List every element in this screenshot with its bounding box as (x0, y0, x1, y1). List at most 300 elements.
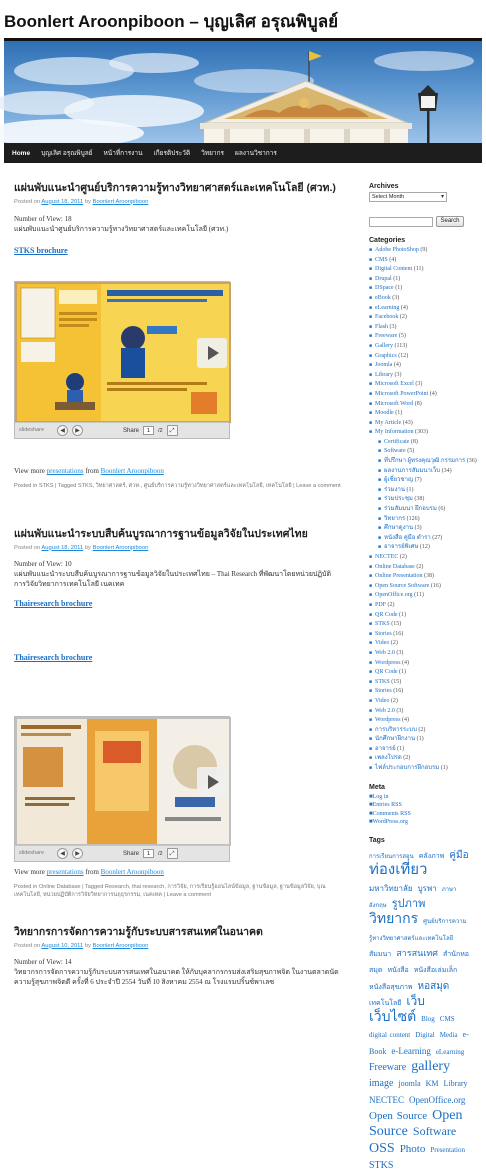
category-label[interactable]: เพลงโปรด (375, 755, 402, 762)
tag-link[interactable]: รูปภาพ (391, 897, 426, 910)
category-label[interactable]: การบริหารระบบ (375, 726, 417, 733)
post-date-link[interactable]: August 10, 2011 (41, 942, 84, 949)
post-meta (14, 545, 342, 551)
bullet-icon: ■ (369, 631, 373, 637)
category-item[interactable] (369, 256, 481, 266)
tag-link[interactable]: Software (412, 1124, 457, 1139)
category-item[interactable] (369, 553, 481, 563)
sidebar (369, 183, 481, 1172)
header-image (4, 41, 482, 143)
view-count: Number of View: 14 (14, 957, 72, 966)
category-count: (4) (389, 256, 397, 263)
bullet-icon: ■ (369, 593, 373, 599)
category-label[interactable]: Online Database (375, 563, 415, 570)
category-item[interactable] (369, 515, 481, 525)
category-label[interactable]: Stories (375, 688, 392, 695)
slide-page-input[interactable]: 1 (143, 426, 154, 435)
category-count: (4) (402, 717, 410, 724)
author-link[interactable]: Boonlert Aroonpiboon (100, 868, 164, 876)
tag-link[interactable]: เว็บไซต์ (369, 1010, 417, 1026)
category-item[interactable] (369, 745, 481, 755)
category-label[interactable]: My Article (375, 419, 402, 426)
bullet-icon: ■ (378, 507, 382, 513)
category-label[interactable]: CMS (375, 256, 388, 263)
category-label[interactable]: Online Presentation (375, 573, 423, 580)
category-item[interactable] (369, 313, 481, 323)
bullet-icon: ■ (369, 766, 373, 772)
category-count: (1) (406, 486, 414, 493)
bullet-icon: ■ (378, 497, 382, 503)
category-label[interactable]: Open Source Software (375, 582, 430, 589)
category-label[interactable]: Microsoft Excel (375, 381, 414, 388)
search-button[interactable]: Search (436, 216, 464, 227)
tag-link[interactable]: STKS (369, 1159, 394, 1171)
category-label[interactable]: ที่ปรึกษา ผู้ทรงคุณวุฒิ กรรมการ (384, 458, 466, 465)
presentations-link[interactable]: presentations (46, 467, 84, 475)
bullet-icon: ■ (369, 420, 373, 426)
category-item[interactable] (369, 400, 481, 410)
bullet-icon: ■ (378, 487, 382, 493)
category-count: (8) (414, 400, 422, 407)
bullet-icon: ■ (369, 391, 373, 397)
category-count: (1) (395, 410, 403, 417)
tag-cloud (369, 846, 469, 1172)
meta-prefix: Posted on (14, 198, 41, 205)
category-label[interactable]: Web 2.0 (375, 707, 395, 714)
category-label[interactable]: Microsoft Word (375, 400, 414, 407)
post-footer-block (14, 466, 342, 490)
header-building-illustration (4, 41, 482, 143)
nav-profile[interactable]: บุญเลิศ อรุณพิบูลย์ (41, 150, 93, 157)
nav-home[interactable]: Home (12, 149, 31, 157)
category-item[interactable] (369, 649, 481, 659)
category-label[interactable]: Freeware (375, 333, 398, 340)
tag-link[interactable]: image (369, 1078, 394, 1090)
category-item[interactable] (369, 409, 481, 419)
bullet-icon: ■ (378, 535, 382, 541)
slideshare-controls (15, 845, 229, 861)
category-count: (1) (395, 285, 403, 292)
category-label[interactable]: Flash (375, 323, 389, 330)
category-label[interactable]: Gallery (375, 342, 394, 349)
meta-link[interactable]: ■Comments RSS (369, 810, 411, 817)
category-count: (1) (397, 745, 405, 752)
tag-link[interactable]: คู่มือ (449, 850, 469, 862)
post-title[interactable]: แผ่นพับแนะนำระบบสืบค้นบูรณาการฐานข้อมูลวิจัยในประเทศไทย (14, 528, 308, 540)
view-more-prefix: View more (14, 868, 45, 876)
category-item[interactable] (369, 543, 481, 553)
category-item[interactable] (369, 352, 481, 362)
category-label[interactable]: Wordpress (375, 717, 401, 724)
tag-link[interactable]: หนังสือเล่มเล็ก (413, 966, 458, 975)
category-count: (3) (396, 649, 404, 656)
category-label[interactable]: อาจารย์ (375, 745, 396, 752)
nav-honors[interactable]: เกียรติประวัติ (153, 150, 191, 157)
bullet-icon: ■ (369, 718, 373, 724)
category-item[interactable] (369, 687, 481, 697)
tag-link[interactable]: บูรพา (417, 883, 437, 893)
post-date-link[interactable]: August 18, 2011 (41, 544, 84, 551)
category-item[interactable] (369, 611, 481, 621)
category-item[interactable] (369, 342, 481, 352)
share-button[interactable]: Share (123, 850, 140, 857)
category-item[interactable] (369, 716, 481, 726)
tag-link[interactable]: OSS (369, 1140, 395, 1156)
category-item[interactable] (369, 591, 481, 601)
presentations-link[interactable]: presentations (46, 868, 84, 876)
category-label[interactable]: Facebook (375, 314, 399, 321)
author-link[interactable]: Boonlert Aroonpiboon (92, 942, 149, 949)
slide-total: /2 (158, 427, 163, 434)
tag-link[interactable]: หอสมุด (417, 980, 450, 992)
tag-link[interactable]: สำนักหอสมุด (369, 949, 470, 975)
category-item[interactable] (369, 380, 481, 390)
category-label[interactable]: อาจารย์พิเศษ (384, 544, 419, 551)
category-label[interactable]: Certificate (384, 438, 410, 445)
bullet-icon: ■ (369, 363, 373, 369)
category-item[interactable] (369, 754, 481, 764)
category-label[interactable]: ไฟล์ประกอบการฝึกอบรม (375, 765, 440, 772)
embed-heading[interactable]: Thairesearch brochure (14, 599, 93, 609)
tag-link[interactable]: Photo (399, 1142, 426, 1155)
category-item[interactable] (369, 563, 481, 573)
meta-link[interactable]: ■Entries RSS (369, 802, 402, 809)
tag-link[interactable]: gallery (411, 1059, 451, 1075)
bullet-icon: ■ (369, 622, 373, 628)
category-label[interactable]: QR Code (375, 611, 398, 618)
category-item[interactable] (369, 447, 481, 457)
category-item[interactable] (369, 438, 481, 448)
category-item[interactable] (369, 630, 481, 640)
view-more-from: from (85, 868, 99, 876)
category-label[interactable]: ผู้เชี่ยวชาญ (384, 477, 414, 484)
category-item[interactable] (369, 678, 481, 688)
category-item[interactable] (369, 697, 481, 707)
category-label[interactable]: My Information (375, 429, 414, 436)
category-item[interactable] (369, 639, 481, 649)
category-label[interactable]: Drupal (375, 275, 392, 282)
bullet-icon: ■ (369, 737, 373, 743)
tag-link[interactable]: เว็บ (406, 993, 425, 1008)
tag-link[interactable]: การเรียนการสอน (369, 854, 414, 861)
bullet-icon: ■ (369, 698, 373, 704)
post-description: แผ่นพับแนะนำศูนย์บริการความรู้ทางวิทยาศาสตร์และเทคโนโลยี (ศวท.) (14, 224, 229, 233)
categories-title: Categories (369, 237, 406, 244)
tag-link[interactable]: สัมมนา (369, 949, 392, 958)
category-item[interactable] (369, 390, 481, 400)
category-item[interactable] (369, 304, 481, 314)
category-item[interactable] (369, 505, 481, 515)
category-item[interactable] (369, 428, 481, 438)
category-count: (3) (414, 525, 422, 532)
category-label[interactable]: STKS (375, 678, 390, 685)
tag-link[interactable]: KM (425, 1079, 439, 1089)
bullet-icon: ■ (378, 449, 382, 455)
view-count: Number of View: 10 (14, 559, 72, 568)
category-label[interactable]: วิทยากร (384, 515, 406, 522)
categories-list (369, 246, 481, 774)
next-slide-button[interactable]: ▶ (72, 848, 83, 859)
bullet-icon: ■ (369, 295, 373, 301)
category-item[interactable] (369, 534, 481, 544)
post-date-link[interactable]: August 18, 2011 (41, 198, 84, 205)
category-count: (12) (419, 544, 430, 551)
post (14, 528, 342, 662)
category-count: (38) (424, 573, 435, 580)
category-count: (3) (396, 707, 404, 714)
post (14, 182, 342, 255)
tag-link[interactable]: Presentation (430, 1145, 465, 1154)
bullet-icon: ■ (369, 756, 373, 762)
category-label[interactable]: นักศึกษาฝึกงาน (375, 736, 416, 743)
category-count: (34) (441, 467, 452, 474)
bullet-icon: ■ (369, 286, 373, 292)
category-label[interactable]: Library (375, 371, 394, 378)
post-categories-tags[interactable]: Posted in STKS | Tagged STKS, วิทยาศาสตร์, ศวท., ศูนย์บริการความรู้ทางวิทยาศาสตร์และเทคโนโลยี, เทคโนโลยี | Leave a comment (14, 483, 341, 490)
bullet-icon: ■ (369, 660, 373, 666)
category-label[interactable]: ผลงานการสัมมนาเว็บ (384, 467, 441, 474)
category-count: (8) (410, 438, 418, 445)
author-link[interactable]: Boonlert Aroonpiboon (92, 544, 149, 551)
category-item[interactable] (369, 265, 481, 275)
nav-academic[interactable]: ผลงานวิชาการ (235, 150, 277, 157)
fullscreen-icon[interactable]: ⤢ (167, 425, 178, 436)
author-link[interactable]: Boonlert Aroonpiboon (92, 198, 149, 205)
post-title[interactable]: แผ่นพับแนะนำศูนย์บริการความรู้ทางวิทยาศาสตร์และเทคโนโลยี (ศวท.) (14, 182, 336, 194)
bullet-icon: ■ (378, 468, 382, 474)
category-item[interactable] (369, 323, 481, 333)
category-item[interactable] (369, 246, 481, 256)
category-item[interactable] (369, 601, 481, 611)
category-item[interactable] (369, 726, 481, 736)
site-title[interactable]: Boonlert Aroonpiboon – บุญเลิศ อรุณพิบูลย์ (4, 12, 339, 31)
slideshare-logo[interactable]: slideshare (19, 426, 45, 433)
tag-link[interactable]: สารสนเทศ (396, 947, 438, 958)
tag-link[interactable]: หนังสือ (387, 966, 409, 975)
tag-link[interactable]: หนังสือสุขภาพ (369, 982, 413, 991)
category-label[interactable]: ร่วมสัมมนา ฝึกอบรม (384, 506, 437, 513)
tag-link[interactable]: วิทยากร (369, 912, 419, 928)
category-label[interactable]: Stories (375, 630, 392, 637)
tag-link[interactable]: ท่องเที่ยว (369, 862, 428, 879)
category-item[interactable] (369, 332, 481, 342)
bullet-icon: ■ (369, 257, 373, 263)
category-label[interactable]: Moodle (375, 410, 394, 417)
category-item[interactable] (369, 371, 481, 381)
bullet-icon: ■ (378, 439, 382, 445)
meta-by: by (84, 198, 91, 205)
category-item[interactable] (369, 419, 481, 429)
tag-link[interactable]: มหาวิทยาลัย (369, 883, 413, 893)
category-label[interactable]: ศึกษาดูงาน (384, 525, 414, 532)
category-count: (2) (399, 554, 407, 560)
meta-prefix: Posted on (14, 942, 41, 949)
category-count: (113) (394, 342, 408, 349)
archive-month-select[interactable]: Select Month ▾ (369, 192, 447, 202)
tag-link[interactable]: Open Source (369, 1110, 428, 1123)
play-button[interactable] (197, 338, 227, 368)
meta-prefix: Posted on (14, 544, 41, 551)
category-count: (3) (394, 371, 402, 378)
bullet-icon: ■ (369, 353, 373, 359)
bullet-icon: ■ (369, 583, 373, 589)
category-label[interactable]: STKS (375, 621, 390, 628)
bullet-icon: ■ (369, 324, 373, 330)
category-count: (303) (415, 429, 429, 436)
tag-link[interactable]: Media (439, 1031, 458, 1040)
meta-link-label[interactable]: Log in (372, 793, 389, 800)
category-label[interactable]: ร่วมประชุม (384, 496, 413, 503)
meta-by: by (84, 544, 91, 551)
category-item[interactable] (369, 476, 481, 486)
share-button[interactable]: Share (123, 427, 140, 434)
nav-speaker[interactable]: วิทยากร (201, 150, 225, 157)
embed-heading[interactable]: Thairesearch brochure (14, 653, 93, 663)
category-item[interactable] (369, 668, 481, 678)
meta-link[interactable]: ■WordPress.org (369, 819, 408, 826)
tag-link[interactable]: Digital (415, 1031, 435, 1040)
tag-link[interactable]: เทคโนโลยี (369, 998, 402, 1007)
bullet-icon: ■ (369, 555, 373, 560)
meta-list (369, 793, 481, 827)
category-item[interactable] (369, 735, 481, 745)
fullscreen-icon[interactable]: ⤢ (167, 848, 178, 859)
slide-total: /2 (158, 850, 163, 857)
category-item[interactable] (369, 524, 481, 534)
prev-slide-button[interactable]: ◀ (57, 848, 68, 859)
slideshare-logo[interactable]: slideshare (19, 849, 45, 856)
category-label[interactable]: Microsoft PowerPoint (375, 390, 429, 397)
tag-link[interactable]: e-Learning (391, 1045, 431, 1056)
tag-link[interactable]: NECTEC (369, 1094, 404, 1105)
embed-heading[interactable]: STKS brochure (14, 245, 68, 255)
bullet-icon: ■ (369, 574, 373, 580)
tag-link[interactable]: Library (443, 1079, 468, 1089)
bullet-icon: ■ (369, 689, 373, 695)
category-count: (1) (416, 736, 424, 743)
category-label[interactable]: Digital Content (375, 266, 413, 273)
tag-link[interactable]: ศูนย์บริการความรู้ทางวิทยาศาสตร์และเทคโนโลยี (369, 919, 467, 942)
slideshare-embed[interactable] (14, 281, 230, 439)
tag-link[interactable]: joomla (398, 1079, 421, 1089)
category-item[interactable] (369, 275, 481, 285)
slideshare-embed[interactable] (14, 716, 230, 862)
post-categories-tags[interactable]: Posted in Online Database | Tagged Research, thai research, การวิจัย, การเรียนรู้ออนไลน์ข้อมูล, ฐานข้อมูล, ฐานข้อมูลวิจัย, บุณเทคโนโลยี, หน่วยปฏิบัติการวิจัยวิทยาการนฤธุรกรรม, เนคเทค | Leave a comment (14, 884, 326, 899)
category-count: (5) (407, 448, 415, 455)
bullet-icon: ■ (369, 430, 373, 436)
slideshare-controls (15, 422, 229, 438)
bullet-icon: ■ (369, 276, 373, 282)
category-label[interactable]: Joomla (375, 362, 393, 369)
author-link[interactable]: Boonlert Aroonpiboon (100, 467, 164, 475)
bullet-icon: ■ (369, 612, 373, 618)
category-label[interactable]: Video (375, 640, 390, 647)
category-label[interactable]: DSpace (375, 285, 394, 292)
play-button[interactable] (197, 767, 227, 797)
category-item[interactable] (369, 707, 481, 717)
nav-duties[interactable]: หน้าที่การงาน (103, 150, 143, 157)
category-item[interactable] (369, 620, 481, 630)
category-count: (3) (392, 294, 400, 301)
category-label[interactable]: NECTEC (375, 554, 399, 560)
category-item[interactable] (369, 284, 481, 294)
category-label[interactable]: Adobe PhotoShop (375, 247, 419, 253)
tag-link[interactable]: digital content (369, 1031, 411, 1040)
meta-link-label[interactable]: Comments RSS (372, 810, 411, 817)
category-label[interactable]: ร่วมงาน (384, 486, 405, 493)
slide-page-input[interactable]: 1 (143, 849, 154, 858)
next-slide-button[interactable]: ▶ (72, 425, 83, 436)
category-item[interactable] (369, 572, 481, 582)
category-item[interactable] (369, 659, 481, 669)
category-count: (38) (414, 496, 425, 503)
category-label[interactable]: Software (384, 448, 406, 455)
meta-link-label[interactable]: WordPress.org (372, 819, 408, 826)
category-count: (4) (402, 659, 410, 666)
category-label[interactable]: Video (375, 697, 390, 704)
bullet-icon: ■ (369, 564, 373, 570)
bullet-icon: ■ (369, 641, 373, 647)
tag-link[interactable]: Open Source (369, 1108, 463, 1140)
post-description: แผ่นพับแนะนำระบบสืบค้นบูรณาการฐานข้อมูลวิจัยในประเทศไทย – Thai Research ที่พัฒนาโดยหน่วยปฏิบัติการวิจัยวิทยาการเทคโนโลยี เนคเทค (14, 569, 332, 588)
category-count: (43) (402, 419, 413, 426)
post-meta (14, 943, 342, 949)
view-more-from: from (85, 467, 99, 475)
tag-link[interactable]: Blog (421, 1015, 435, 1024)
main-nav (4, 143, 482, 163)
meta-link-label[interactable]: Entries RSS (372, 802, 402, 809)
category-label[interactable]: Graphics (375, 352, 397, 359)
category-count: (2) (399, 314, 407, 321)
category-label[interactable]: หนังสือ คู่มือ ตำรา (384, 534, 431, 541)
category-label[interactable]: OpenOffice.org (375, 592, 413, 599)
bullet-icon: ■ (378, 526, 382, 532)
category-item[interactable] (369, 764, 481, 774)
category-count: (1) (393, 275, 401, 282)
category-label[interactable]: PDF (375, 601, 387, 608)
tag-link[interactable]: eLearning (435, 1047, 465, 1056)
category-label[interactable]: QR Code (375, 669, 398, 676)
category-count: (3) (389, 323, 397, 330)
tag-link[interactable]: คลังภาพ (418, 852, 445, 861)
category-item[interactable] (369, 361, 481, 371)
category-item[interactable] (369, 582, 481, 592)
category-count: (1) (399, 669, 407, 676)
category-item[interactable] (369, 467, 481, 477)
bullet-icon: ■ (369, 411, 373, 417)
post-title[interactable]: วิทยากรการจัดการความรู้กับระบบสารสนเทศในอนาคต (14, 926, 263, 938)
search-input[interactable] (369, 217, 433, 227)
tag-link[interactable]: e-Book (369, 1030, 469, 1056)
category-label[interactable]: Web 2.0 (375, 649, 395, 656)
category-label[interactable]: eLearning (375, 304, 400, 311)
category-label[interactable]: Wordpress (375, 659, 401, 666)
category-item[interactable] (369, 495, 481, 505)
category-item[interactable] (369, 486, 481, 496)
prev-slide-button[interactable]: ◀ (57, 425, 68, 436)
category-item[interactable] (369, 294, 481, 304)
tag-link[interactable]: ภาษาอังกฤษ (369, 886, 457, 909)
bullet-icon: ■ (369, 334, 373, 340)
tag-link[interactable]: Freeware (369, 1062, 407, 1074)
meta-link[interactable]: ■Log in (369, 793, 389, 800)
category-label[interactable]: eBook (375, 294, 391, 301)
category-count: (2) (418, 726, 426, 733)
tag-link[interactable]: CMS (439, 1015, 455, 1024)
category-count: (16) (393, 688, 404, 695)
category-item[interactable] (369, 457, 481, 467)
tag-link[interactable]: OpenOffice.org (409, 1094, 466, 1105)
